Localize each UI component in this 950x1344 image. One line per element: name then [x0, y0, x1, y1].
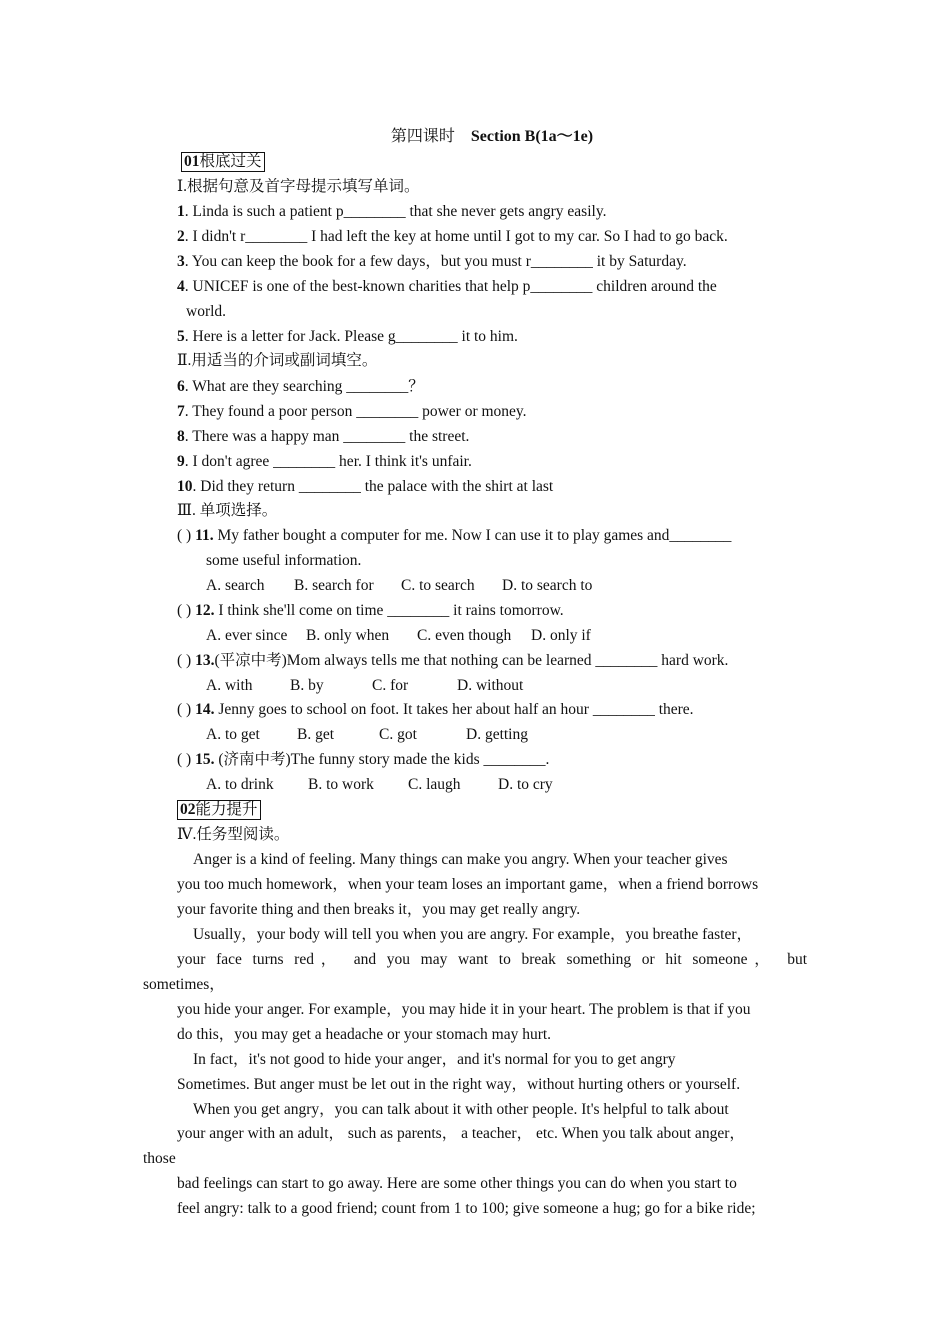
- part1-heading: Ⅰ.根据句意及首字母提示填写单词。: [177, 178, 420, 195]
- item-text: . UNICEF is one of the best-known charities that help p________ children around the: [184, 278, 717, 295]
- fill-item: [177, 452, 472, 472]
- item-number: 4: [177, 278, 185, 295]
- part4-heading: Ⅳ.任务型阅读。: [177, 826, 290, 843]
- passage-line: Anger is a kind of feeling. Many things can make you angry. When your teacher gives: [193, 851, 728, 868]
- part2-heading: Ⅱ.用适当的介词或副词填空。: [177, 352, 378, 369]
- passage-line: your anger with an adult， such as parents， a teacher， etc. When you talk about anger，: [177, 1125, 745, 1142]
- item-text: . They found a poor person ________ power or money.: [184, 403, 527, 420]
- option: A. ever since: [206, 627, 288, 644]
- mc-options: [206, 576, 592, 596]
- option: D. to search to: [502, 577, 593, 594]
- item-number: 7: [177, 403, 185, 420]
- passage-line: Sometimes. But anger must be let out in the right way，without hurting others or yourself.: [177, 1076, 741, 1093]
- fill-item: [177, 377, 424, 397]
- part3-heading: Ⅲ. 单项选择。: [177, 502, 278, 519]
- page-title: [0, 127, 950, 147]
- option: D. getting: [466, 726, 528, 743]
- option: C. got: [379, 726, 417, 743]
- section-tag-label: 能力提升: [195, 801, 258, 818]
- question-number: 11.: [195, 527, 214, 544]
- item-text: . You can keep the book for a few days，but you must r________ it by Saturday.: [184, 253, 687, 270]
- option: A. search: [206, 577, 265, 594]
- question-text: I think she'll come on time ________ it rains tomorrow.: [214, 602, 564, 619]
- answer-paren: ( ): [177, 602, 192, 619]
- question-number: 12.: [195, 602, 215, 619]
- passage-line: do this，you may get a headache or your stomach may hurt.: [177, 1026, 552, 1043]
- option: B. search for: [294, 577, 374, 594]
- question-number: 15.: [195, 751, 215, 768]
- section-tag-label: 根底过关: [199, 153, 262, 170]
- title-section: Section B(1a～1e): [470, 128, 594, 145]
- item-number: 3: [177, 253, 185, 270]
- option: A. to get: [206, 726, 260, 743]
- option: D. without: [457, 677, 524, 694]
- option: C. laugh: [408, 776, 461, 793]
- mc-options: [206, 626, 591, 646]
- fill-item: [177, 202, 606, 222]
- fill-item: [177, 227, 728, 247]
- option: C. to search: [401, 577, 475, 594]
- fill-item: [177, 252, 687, 272]
- question-source: (平凉中考): [214, 652, 287, 669]
- option: C. even though: [417, 627, 512, 644]
- option: A. with: [206, 677, 253, 694]
- passage-line: bad feelings can start to go away. Here are some other things you can do when you start to: [177, 1175, 737, 1192]
- fill-item: [177, 327, 518, 347]
- mc-question: [177, 526, 731, 546]
- passage-line: your face turns red， and you may want to break something or hit someone， but: [177, 951, 807, 968]
- item-text: . Did they return ________ the palace with the shirt at last: [192, 478, 554, 495]
- answer-paren: ( ): [177, 751, 192, 768]
- item-number: 1: [177, 203, 185, 220]
- passage-line: sometimes，: [143, 976, 225, 993]
- section-tag-number: 02: [180, 801, 196, 818]
- question-text: Mom always tells me that nothing can be learned ________ hard work.: [286, 652, 729, 669]
- fill-item: [177, 477, 553, 497]
- passage-line: Usually，your body will tell you when you are angry. For example，you breathe faster，: [193, 926, 753, 943]
- option: B. get: [297, 726, 335, 743]
- passage-line: When you get angry，you can talk about it with other people. It's helpful to talk about: [193, 1101, 729, 1118]
- passage-line: In fact，it's not good to hide your anger，and it's normal for you to get angry: [193, 1051, 676, 1068]
- mc-question: [177, 750, 549, 770]
- option: B. by: [290, 677, 324, 694]
- answer-paren: ( ): [177, 701, 192, 718]
- item-text: . I didn't r________ I had left the key at home until I got to my car. So I had to go back.: [184, 228, 728, 245]
- item-text: . There was a happy man ________ the street.: [184, 428, 470, 445]
- item-text: . Linda is such a patient p________ that she never gets angry easily.: [184, 203, 607, 220]
- section-tag-advanced: [177, 800, 261, 820]
- passage-line: feel angry: talk to a good friend; count from 1 to 100; give someone a hug; go for a bike ride;: [177, 1200, 756, 1217]
- mc-options: [206, 725, 528, 745]
- fill-item-continuation: world.: [186, 303, 227, 320]
- option: B. to work: [308, 776, 374, 793]
- question-source: (济南中考): [214, 751, 291, 768]
- passage-line: your favorite thing and then breaks it，you may get really angry.: [177, 901, 581, 918]
- mc-options: [206, 676, 523, 696]
- mc-question: [177, 651, 728, 671]
- passage-line: you hide your anger. For example，you may hide it in your heart. The problem is that if you: [177, 1001, 751, 1018]
- question-text: Jenny goes to school on foot. It takes her about half an hour ________ there.: [214, 701, 694, 718]
- item-text: . What are they searching ________？: [184, 378, 424, 395]
- section-tag-number: 01: [184, 153, 200, 170]
- item-number: 6: [177, 378, 185, 395]
- item-number: 2: [177, 228, 185, 245]
- question-text: My father bought a computer for me. Now I can use it to play games and________: [213, 527, 732, 544]
- fill-item: [177, 427, 469, 447]
- title-chinese: 第四课时: [390, 128, 455, 145]
- option: C. for: [372, 677, 409, 694]
- mc-question: [177, 601, 564, 621]
- item-number: 10: [177, 478, 193, 495]
- answer-paren: ( ): [177, 527, 192, 544]
- question-number: 14.: [195, 701, 215, 718]
- option: D. to cry: [498, 776, 553, 793]
- answer-paren: ( ): [177, 652, 192, 669]
- question-number: 13.: [195, 652, 215, 669]
- section-tag-basic: [181, 152, 265, 172]
- mc-options: [206, 775, 553, 795]
- item-text: . Here is a letter for Jack. Please g________ it to him.: [184, 328, 518, 345]
- option: D. only if: [531, 627, 591, 644]
- item-number: 9: [177, 453, 185, 470]
- fill-item: [177, 402, 527, 422]
- item-number: 8: [177, 428, 185, 445]
- question-continuation: some useful information.: [206, 552, 362, 569]
- option: B. only when: [306, 627, 390, 644]
- item-number: 5: [177, 328, 185, 345]
- item-text: . I don't agree ________ her. I think it's unfair.: [184, 453, 472, 470]
- passage-line: you too much homework，when your team loses an important game，when a friend borrows: [177, 876, 759, 893]
- option: A. to drink: [206, 776, 274, 793]
- mc-question: [177, 700, 694, 720]
- fill-item: [177, 277, 717, 297]
- question-text: The funny story made the kids ________.: [290, 751, 550, 768]
- passage-line: those: [143, 1150, 176, 1167]
